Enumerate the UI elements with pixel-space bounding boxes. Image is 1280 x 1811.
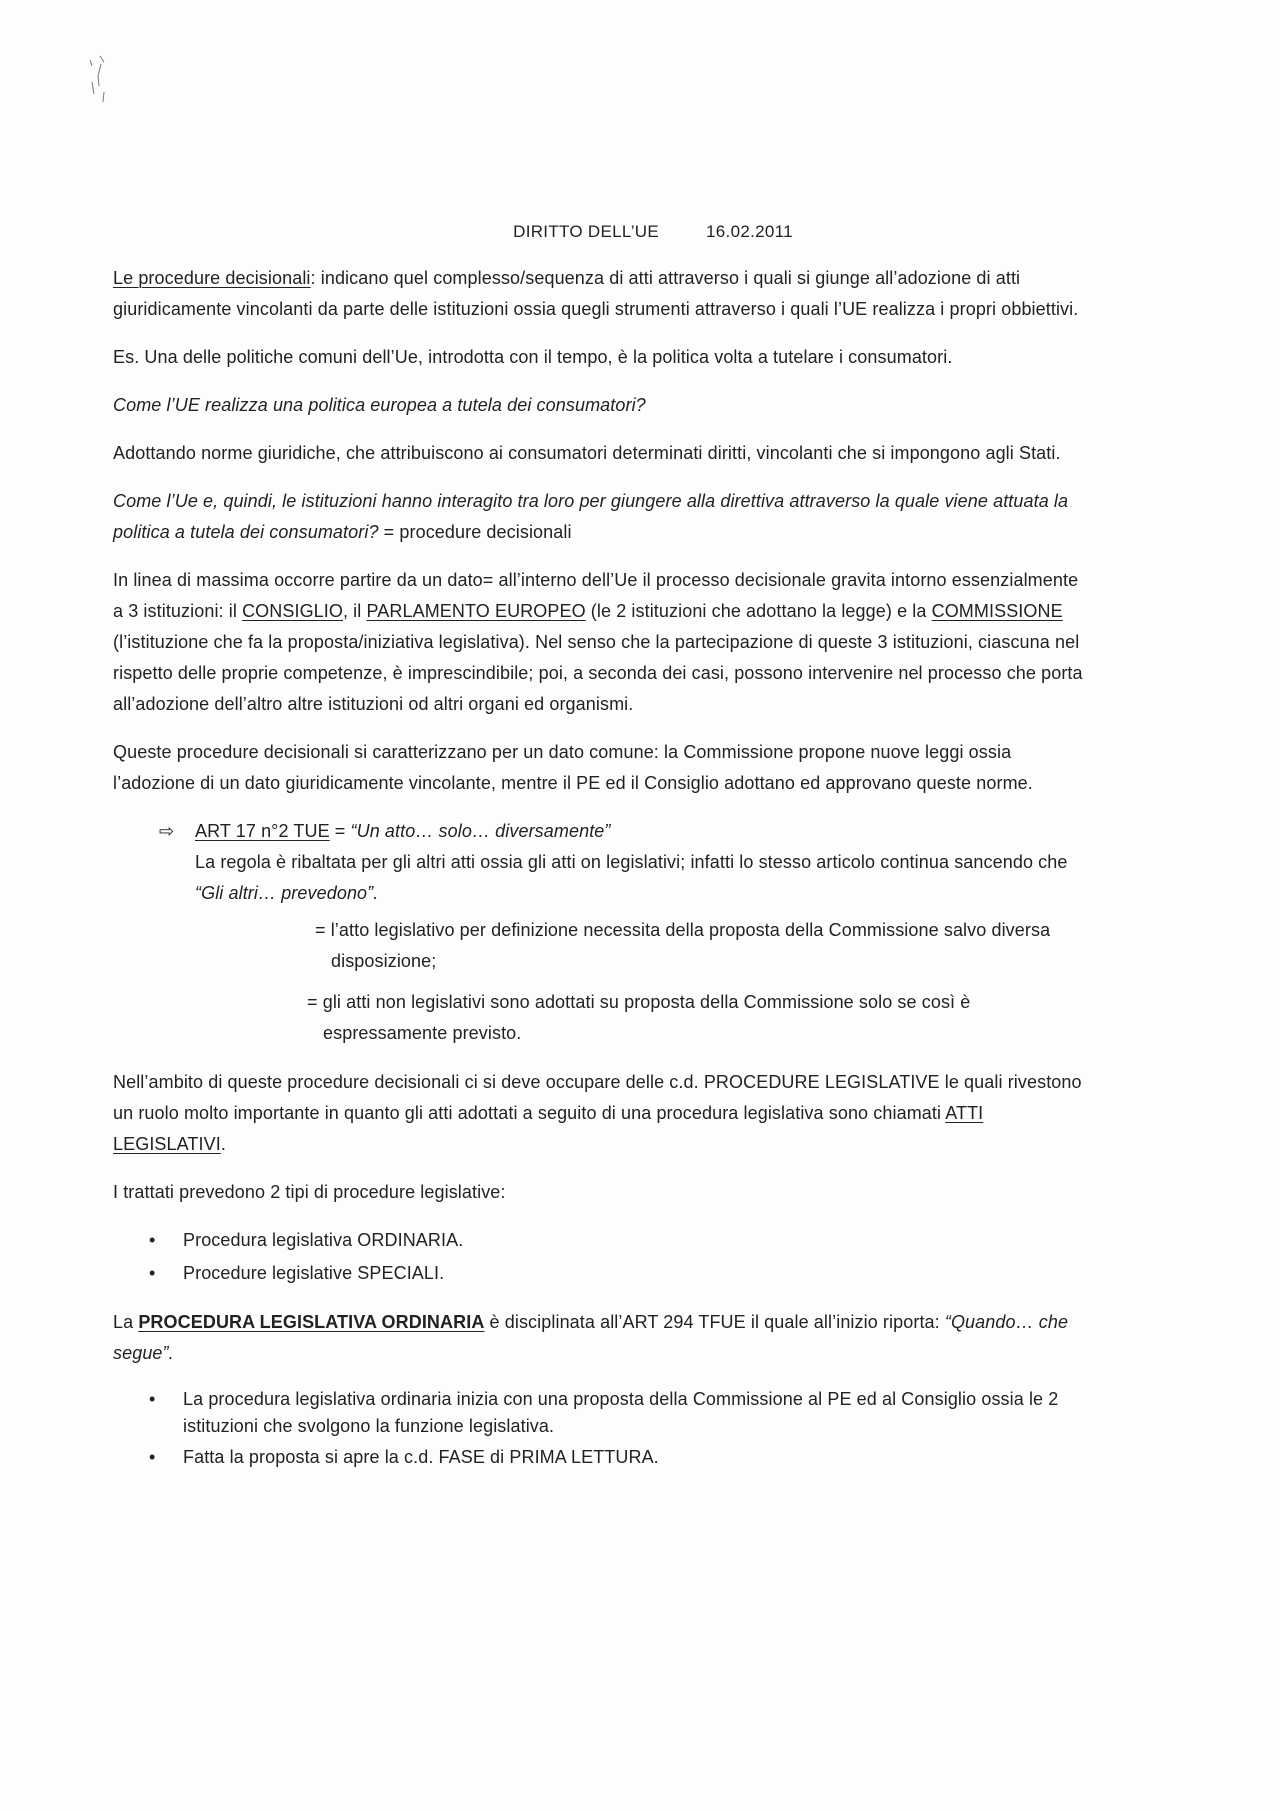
document-body <box>113 216 1083 1489</box>
institutions-text-b: , il <box>342 601 367 621</box>
paragraph-question-2 <box>113 486 1083 548</box>
procedure-steps-list <box>113 1386 1083 1471</box>
procedure-types-list <box>113 1225 1083 1289</box>
ordinary-procedure-term: PROCEDURA LEGISLATIVA ORDINARIA <box>138 1312 485 1332</box>
list-item: • Fatta la proposta si apre la c.d. FASE di PRIMA LETTURA. <box>113 1444 1083 1471</box>
article-17-eq: = <box>329 821 351 841</box>
list-item: • La procedura legislativa ordinaria inizia con una proposta della Commissione al PE ed al Consiglio ossia le 2 istituzioni che svolgono la funzione legislativa. <box>113 1386 1083 1440</box>
institutions-text-a: In linea di massima occorre partire da un dato= all’interno dell’Ue il processo decisionale gravita intorno essenzialmente a 3 istituzioni: il <box>113 570 1079 621</box>
list-item: • Procedure legislative SPECIALI. <box>113 1258 1083 1289</box>
institutions-text-c: (le 2 istituzioni che adottano la legge) e la <box>585 601 932 621</box>
institution-commissione: COMMISSIONE <box>931 601 1063 621</box>
paragraph-institutions <box>113 565 1083 720</box>
paragraph-two-types: I trattati prevedono 2 tipi di procedure legislative: <box>113 1182 506 1202</box>
institution-parlamento: PARLAMENTO EUROPEO <box>366 601 586 621</box>
question-2-text: Come l’Ue e, quindi, le istituzioni hanno interagito tra loro per giungere alla direttiva attraverso la quale viene attuata la politica a tutela dei consumatori? <box>113 491 1069 542</box>
paragraph-question-1: Come l’UE realizza una politica europea a tutela dei consumatori? <box>113 395 646 415</box>
legislative-acts-term: ATTI LEGISLATIVI <box>113 1103 984 1154</box>
ordinary-quote: “Quando… che segue”. <box>113 1312 1069 1363</box>
paragraph-definition <box>113 263 1083 325</box>
ordinary-text-c: è disciplinata all’ART 294 TFUE il quale all’inizio riporta: <box>484 1312 945 1332</box>
paragraph-legislative-procedures <box>113 1067 1083 1160</box>
article-17-cont-quote: “Gli altri… prevedono”. <box>195 883 379 903</box>
arrow-icon: ⇨ <box>159 821 175 841</box>
paragraph-common-feature: Queste procedure decisionali si caratterizzano per un dato comune: la Commissione propone nuove leggi ossia l’adozione di un dato giuridicamente vincolante, mentre il PE ed il Consiglio adottano ed approvano queste norme. <box>113 742 1033 793</box>
article-17-block <box>159 816 1083 1049</box>
document-title <box>223 216 1083 247</box>
list-item: • Procedura legislativa ORDINARIA. <box>113 1225 1083 1256</box>
scan-artifact-mark <box>70 52 110 112</box>
title-date: 16.02.2011 <box>706 222 793 241</box>
definition-term: Le procedure decisionali <box>113 268 311 288</box>
paragraph-ordinary-procedure <box>113 1307 1083 1369</box>
title-text: DIRITTO DELL’UE <box>513 222 660 241</box>
article-17-heading <box>195 816 1083 847</box>
question-2-tail: = procedure decisionali <box>378 522 572 542</box>
article-17-continuation <box>195 847 1083 909</box>
equivalence-non-legislative: = gli atti non legislativi sono adottati su proposta della Commissione solo se così è espressamente previsto. <box>307 992 971 1043</box>
equivalence-legislative: = l’atto legislativo per definizione necessita della proposta della Commissione salvo diversa disposizione; <box>315 920 1051 971</box>
article-17-body <box>195 816 1083 909</box>
legislative-text-c: . <box>220 1134 226 1154</box>
article-17-cont-text: La regola è ribaltata per gli altri atti ossia gli atti on legislativi; infatti lo stesso articolo continua sancendo che <box>195 852 1068 872</box>
legislative-text-a: Nell’ambito di queste procedure decisionali ci si deve occupare delle c.d. PROCEDURE LEGISLATIVE le quali rivestono un ruolo molto importante in quanto gli atti adottati a seguito di una procedura legislativa sono chiamati <box>113 1072 1082 1123</box>
article-17-row <box>159 816 1083 909</box>
ordinary-text-a: La <box>113 1312 139 1332</box>
paragraph-answer-1: Adottando norme giuridiche, che attribuiscono ai consumatori determinati diritti, vincolanti che si impongono agli Stati. <box>113 443 1061 463</box>
definition-text: : indicano quel complesso/sequenza di atti attraverso i quali si giunge all’adozione di atti giuridicamente vincolanti da parte delle istituzioni ossia quegli strumenti attraverso i quali l’UE realizza i propri obbiettivi. <box>113 268 1079 319</box>
institution-consiglio: CONSIGLIO <box>242 601 343 621</box>
paragraph-example: Es. Una delle politiche comuni dell’Ue, introdotta con il tempo, è la politica volta a tutelare i consumatori. <box>113 347 953 367</box>
article-17-ref: ART 17 n°2 TUE <box>195 821 330 841</box>
article-17-quote: “Un atto… solo… diversamente” <box>350 821 611 841</box>
institutions-text-d: (l’istituzione che fa la proposta/iniziativa legislativa). Nel senso che la partecipazione di queste 3 istituzioni, ciascuna nel rispetto delle proprie competenze, è imprescindibile; poi, a seconda dei casi, possono intervenire nel processo che porta all’adozione dell’altro altre istituzioni od altri organi ed organismi. <box>113 632 1083 714</box>
